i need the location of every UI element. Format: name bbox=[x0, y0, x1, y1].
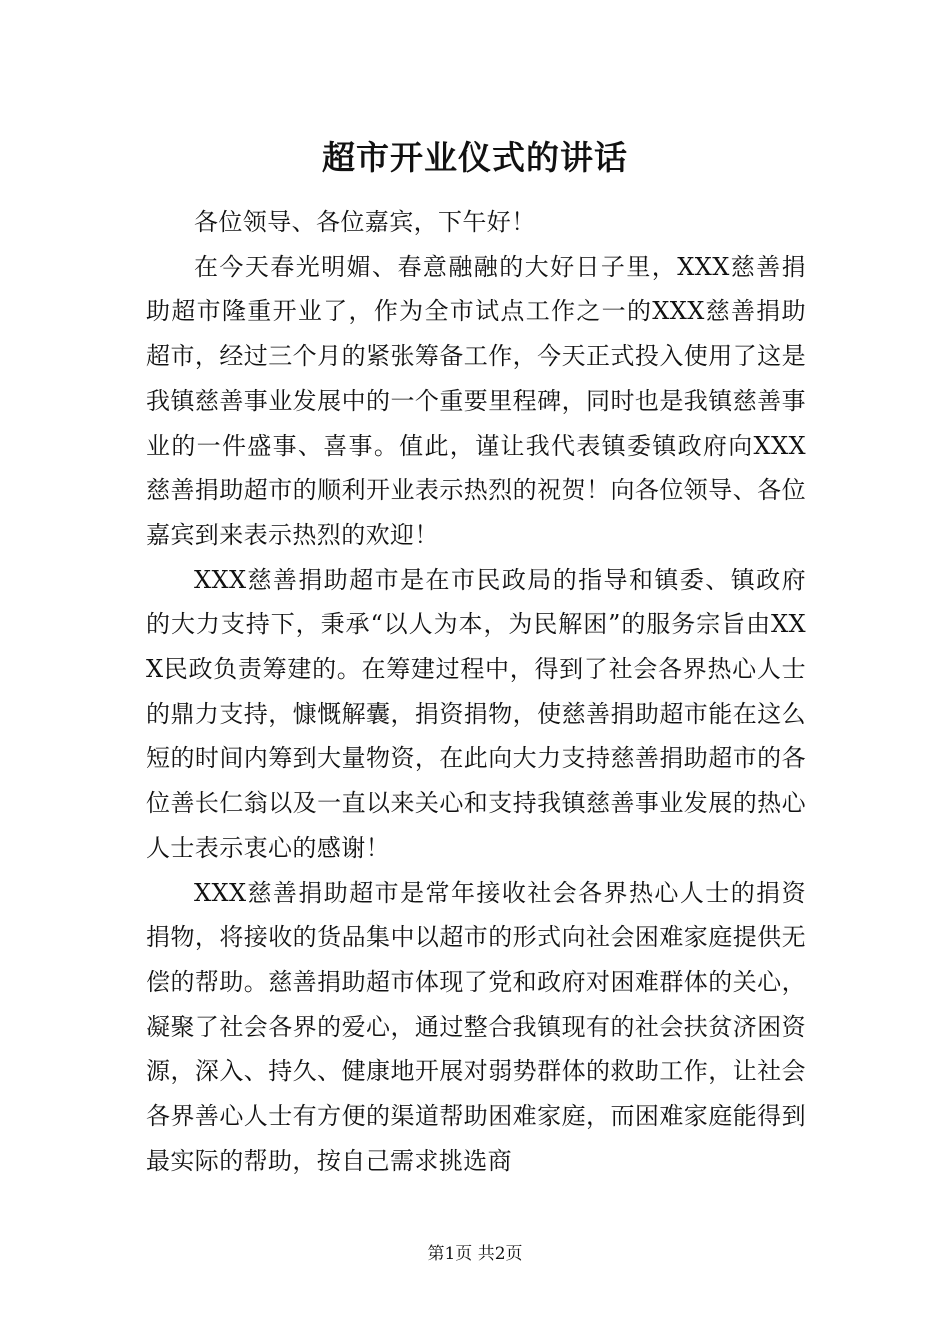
paragraph-opening: 在今天春光明媚、春意融融的大好日子里，XXX慈善捐助超市隆重开业了，作为全市试点工作之一的XXX慈善捐助超市，经过三个月的紧张筹备工作，今天正式投入使用了这是我镇慈善事业发展中的一个重要里程碑，同时也是我镇慈善事业的一件盛事、喜事。值此，谨让我代表镇委镇政府向XXX慈善捐助超市的顺利开业表示热烈的祝贺！向各位领导、各位嘉宾到来表示热烈的欢迎！ bbox=[146, 252, 806, 549]
paragraph-preparation: XXX慈善捐助超市是在市民政局的指导和镇委、镇政府的大力支持下，秉承“以人为本，为民解困”的服务宗旨由XXX民政负责筹建的。在筹建过程中，得到了社会各界热心人士的鼎力支持，慷慨解囊，捐资捐物，使慈善捐助超市能在这么短的时间内筹到大量物资，在此向大力支持慈善捐助超市的各位善长仁翁以及一直以来关心和支持我镇慈善事业发展的热心人士表示衷心的感谢！ bbox=[146, 565, 806, 862]
paragraph-greeting: 各位领导、各位嘉宾，下午好！ bbox=[194, 208, 536, 236]
document-body bbox=[146, 200, 806, 1183]
paragraph-purpose: XXX慈善捐助超市是常年接收社会各界热心人士的捐资捐物，将接收的货品集中以超市的形式向社会困难家庭提供无偿的帮助。慈善捐助超市体现了党和政府对困难群体的关心，凝聚了社会各界的爱心，通过整合我镇现有的社会扶贫济困资源，深入、持久、健康地开展对弱势群体的救助工作，让社会各界善心人士有方便的渠道帮助困难家庭，而困难家庭能得到最实际的帮助，按自己需求挑选商 bbox=[146, 878, 806, 1175]
page-number-footer: 第1页 共2页 bbox=[427, 1244, 523, 1264]
page-title: 超市开业仪式的讲话 bbox=[322, 138, 628, 177]
